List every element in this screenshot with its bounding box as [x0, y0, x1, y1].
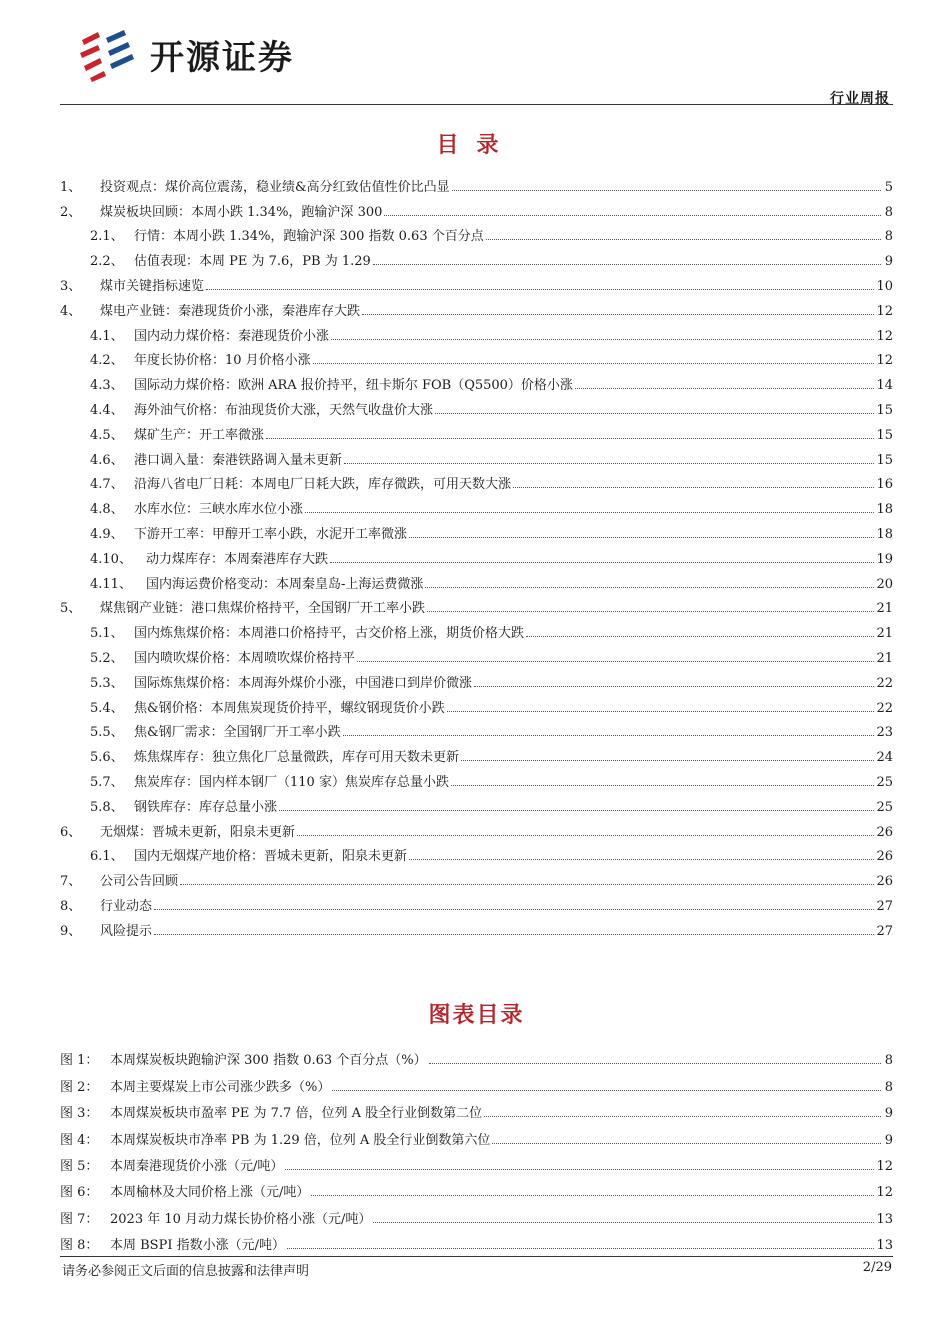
entry-page-number[interactable]: 10 — [876, 278, 893, 294]
entry-number: 9、 — [60, 923, 82, 939]
dot-leader — [344, 463, 874, 464]
entry-title[interactable]: 国际炼焦煤价格：本周海外煤价小涨，中国港口到岸价微涨 — [134, 675, 473, 691]
dot-leader — [435, 413, 874, 414]
entry-page-number[interactable]: 12 — [876, 1158, 893, 1174]
entry-page-number[interactable]: 13 — [876, 1238, 893, 1254]
entry-page-number[interactable]: 27 — [876, 898, 893, 914]
figure-entry[interactable] — [60, 1227, 893, 1253]
toc-entry[interactable] — [60, 443, 893, 468]
dot-leader — [427, 611, 874, 612]
toc-list — [60, 170, 893, 939]
entry-title[interactable]: 公司公告回顾 — [100, 874, 179, 890]
entry-title[interactable]: 本周榆林及大同价格上涨（元/吨） — [110, 1185, 310, 1201]
toc-entry[interactable] — [60, 740, 893, 765]
entry-number: 5.5、 — [90, 725, 124, 741]
dot-leader — [331, 339, 874, 340]
toc-entry[interactable] — [60, 691, 893, 716]
entry-title[interactable]: 国际动力煤价格：欧洲 ARA 报价持平，纽卡斯尔 FOB（Q5500）价格小涨 — [134, 378, 573, 394]
toc-entry[interactable] — [60, 418, 893, 443]
entry-title[interactable]: 港口调入量：秦港铁路调入量未更新 — [134, 452, 343, 468]
entry-title[interactable]: 本周主要煤炭上市公司涨少跌多（%） — [110, 1079, 331, 1095]
figure-entry[interactable] — [60, 1095, 893, 1121]
dot-leader — [373, 264, 881, 265]
dot-leader — [297, 835, 874, 836]
toc-entry[interactable] — [60, 368, 893, 393]
entry-page-number[interactable]: 21 — [876, 626, 893, 642]
entry-number: 5、 — [60, 601, 82, 617]
entry-page-number[interactable]: 27 — [876, 923, 893, 939]
toc-entry[interactable] — [60, 840, 893, 865]
entry-number: 6、 — [60, 824, 82, 840]
entry-title[interactable]: 下游开工率：甲醇开工率小跌，水泥开工率微涨 — [134, 526, 408, 542]
entry-number: 4.5、 — [90, 427, 124, 443]
entry-title[interactable]: 国内无烟煤产地价格：晋城未更新，阳泉未更新 — [134, 849, 408, 865]
entry-number: 5.4、 — [90, 700, 124, 716]
entry-title[interactable]: 水库水位：三峡水库水位小涨 — [134, 502, 304, 518]
entry-page-number[interactable]: 8 — [884, 204, 893, 220]
dot-leader — [484, 1116, 881, 1117]
entry-number: 图 3： — [60, 1106, 99, 1122]
entry-title[interactable]: 煤电产业链：秦港现货价小涨，秦港库存大跌 — [100, 303, 361, 319]
entry-number: 6.1、 — [90, 849, 124, 865]
entry-page-number[interactable]: 12 — [876, 353, 893, 369]
entry-number: 4.10、 — [90, 551, 132, 567]
entry-number: 2.1、 — [90, 229, 124, 245]
dot-leader — [154, 934, 874, 935]
toc-entry[interactable] — [60, 592, 893, 617]
toc-entry[interactable] — [60, 195, 893, 220]
toc-entry[interactable] — [60, 492, 893, 517]
entry-number: 4.3、 — [90, 378, 124, 394]
entry-title[interactable]: 焦&钢价格：本周焦炭现货价持平，螺纹钢现货价小跌 — [134, 700, 445, 716]
dot-leader — [409, 537, 874, 538]
entry-page-number[interactable]: 21 — [876, 601, 893, 617]
entry-page-number[interactable]: 15 — [876, 402, 893, 418]
entry-number: 5.1、 — [90, 626, 124, 642]
entry-title[interactable]: 国内炼焦煤价格：本周港口价格持平，古交价格上涨，期货价格大跌 — [134, 626, 525, 642]
entry-page-number[interactable]: 18 — [876, 502, 893, 518]
figure-list-title: 图表目录 — [428, 1003, 525, 1028]
toc-entry[interactable] — [60, 790, 893, 815]
entry-page-number[interactable]: 26 — [876, 849, 893, 865]
entry-number: 图 6： — [60, 1185, 99, 1201]
entry-title[interactable]: 行情：本周小跌 1.34%，跑输沪深 300 指数 0.63 个百分点 — [134, 229, 484, 245]
toc-entry[interactable] — [60, 914, 893, 939]
toc-entry[interactable] — [60, 641, 893, 666]
dot-leader — [575, 388, 875, 389]
entry-title[interactable]: 钢铁库存：库存总量小涨 — [134, 799, 278, 815]
entry-title[interactable]: 动力煤库存：本周秦港库存大跌 — [146, 551, 329, 567]
entry-page-number[interactable]: 8 — [884, 1079, 893, 1095]
figure-entry[interactable] — [60, 1068, 893, 1094]
entry-page-number[interactable]: 24 — [876, 750, 893, 766]
entry-title[interactable]: 焦&钢厂需求：全国钢厂开工率小跌 — [134, 725, 341, 741]
toc-entry[interactable] — [60, 517, 893, 542]
entry-number: 3、 — [60, 278, 82, 294]
dot-leader — [451, 785, 875, 786]
dot-leader — [452, 190, 881, 191]
entry-number: 图 5： — [60, 1158, 99, 1174]
toc-entry[interactable] — [60, 244, 893, 269]
entry-number: 4.11、 — [90, 576, 132, 592]
toc-entry[interactable] — [60, 666, 893, 691]
header-divider — [60, 104, 893, 105]
toc-entry[interactable] — [60, 567, 893, 592]
entry-number: 4.2、 — [90, 353, 124, 369]
entry-title[interactable]: 煤炭板块回顾：本周小跌 1.34%，跑输沪深 300 — [100, 204, 383, 220]
entry-page-number[interactable]: 12 — [876, 303, 893, 319]
dot-leader — [279, 810, 874, 811]
entry-number: 1、 — [60, 179, 82, 195]
entry-title[interactable]: 本周 BSPI 指数小涨（元/吨） — [110, 1238, 285, 1254]
entry-title[interactable]: 焦炭库存：国内样本钢厂（110 家）焦炭库存总量小跌 — [134, 774, 449, 790]
dot-leader — [287, 1248, 874, 1249]
dot-leader — [425, 587, 874, 588]
entry-title[interactable]: 年度长协价格：10 月价格小涨 — [134, 353, 311, 369]
toc-entry[interactable] — [60, 220, 893, 245]
entry-page-number[interactable]: 20 — [876, 576, 893, 592]
entry-title[interactable]: 沿海八省电厂日耗：本周电厂日耗大跌，库存微跌，可用天数大涨 — [134, 477, 512, 493]
entry-page-number[interactable]: 19 — [876, 551, 893, 567]
entry-number: 5.8、 — [90, 799, 124, 815]
dot-leader — [305, 512, 874, 513]
dot-leader — [384, 215, 881, 216]
toc-entry[interactable] — [60, 468, 893, 493]
entry-page-number[interactable]: 9 — [884, 1106, 893, 1122]
entry-page-number[interactable]: 12 — [876, 328, 893, 344]
toc-entry[interactable] — [60, 765, 893, 790]
entry-title[interactable]: 国内海运费价格变动：本周秦皇岛-上海运费微涨 — [146, 576, 424, 592]
entry-number: 4.7、 — [90, 477, 124, 493]
entry-number: 4.4、 — [90, 402, 124, 418]
entry-title[interactable]: 本周煤炭板块市盈率 PE 为 7.7 倍，位列 A 股全行业倒数第二位 — [110, 1106, 483, 1122]
entry-title[interactable]: 行业动态 — [100, 898, 153, 914]
kaiyuan-logo-icon — [78, 26, 138, 82]
entry-title[interactable]: 国内动力煤价格：秦港现货价小涨 — [134, 328, 330, 344]
dot-leader — [373, 1222, 874, 1223]
entry-page-number[interactable]: 12 — [876, 1185, 893, 1201]
dot-leader — [474, 686, 874, 687]
entry-number: 5.7、 — [90, 774, 124, 790]
entry-title[interactable]: 本周煤炭板块跑输沪深 300 指数 0.63 个百分点（%） — [110, 1053, 427, 1069]
dot-leader — [362, 314, 874, 315]
dot-leader — [447, 711, 875, 712]
entry-number: 5.6、 — [90, 750, 124, 766]
figure-list — [60, 1042, 893, 1253]
entry-page-number[interactable]: 22 — [876, 675, 893, 691]
dot-leader — [513, 487, 874, 488]
page-header — [60, 20, 890, 106]
figure-entry[interactable] — [60, 1042, 893, 1068]
dot-leader — [154, 909, 874, 910]
entry-number: 7、 — [60, 874, 82, 890]
entry-page-number[interactable]: 16 — [876, 477, 893, 493]
entry-title[interactable]: 2023 年 10 月动力煤长协价格小涨（元/吨） — [110, 1211, 372, 1227]
entry-number: 图 2： — [60, 1079, 99, 1095]
entry-number: 4.8、 — [90, 502, 124, 518]
entry-title[interactable]: 煤市关键指标速览 — [100, 278, 205, 294]
entry-number: 4、 — [60, 303, 82, 319]
entry-page-number[interactable]: 9 — [884, 254, 893, 270]
entry-number: 4.1、 — [90, 328, 124, 344]
entry-title[interactable]: 煤焦钢产业链：港口焦煤价格持平，全国钢厂开工率小跌 — [100, 601, 426, 617]
entry-page-number[interactable]: 14 — [876, 378, 893, 394]
toc-entry[interactable] — [60, 170, 893, 195]
figure-entry[interactable] — [60, 1121, 893, 1147]
entry-page-number[interactable]: 15 — [876, 452, 893, 468]
entry-title[interactable]: 煤矿生产：开工率微涨 — [134, 427, 265, 443]
dot-leader — [313, 363, 875, 364]
entry-title[interactable]: 国内喷吹煤价格：本周喷吹煤价格持平 — [134, 650, 356, 666]
dot-leader — [492, 1143, 881, 1144]
entry-number: 2.2、 — [90, 254, 124, 270]
entry-page-number[interactable]: 5 — [884, 179, 893, 195]
entry-number: 5.3、 — [90, 675, 124, 691]
entry-title[interactable]: 风险提示 — [100, 923, 153, 939]
toc-entry[interactable] — [60, 294, 893, 319]
entry-page-number[interactable]: 18 — [876, 526, 893, 542]
figure-entry[interactable] — [60, 1200, 893, 1226]
dot-leader — [343, 735, 875, 736]
brand-name: 开源证券 — [150, 37, 294, 78]
dot-leader — [526, 636, 874, 637]
dot-leader — [285, 1169, 874, 1170]
dot-leader — [311, 1195, 874, 1196]
toc-entry[interactable] — [60, 889, 893, 914]
dot-leader — [486, 239, 881, 240]
figure-entry[interactable] — [60, 1148, 893, 1174]
entry-number: 2、 — [60, 204, 82, 220]
entry-page-number[interactable]: 25 — [876, 799, 893, 815]
figure-entry[interactable] — [60, 1174, 893, 1200]
report-type-label: 行业周报 — [830, 91, 890, 107]
entry-page-number[interactable]: 22 — [876, 700, 893, 716]
entry-page-number[interactable]: 26 — [876, 874, 893, 890]
dot-leader — [266, 438, 874, 439]
entry-number: 图 4： — [60, 1132, 99, 1148]
page-number: 2/29 — [862, 1260, 892, 1275]
entry-title[interactable]: 海外油气价格：布油现货价大涨，天然气收盘价大涨 — [134, 402, 434, 418]
toc-entry[interactable] — [60, 542, 893, 567]
entry-number: 4.6、 — [90, 452, 124, 468]
entry-page-number[interactable]: 13 — [876, 1211, 893, 1227]
entry-page-number[interactable]: 8 — [884, 1053, 893, 1069]
dot-leader — [461, 760, 874, 761]
toc-entry[interactable] — [60, 616, 893, 641]
dot-leader — [180, 884, 874, 885]
dot-leader — [429, 1063, 881, 1064]
entry-title[interactable]: 估值表现：本周 PE 为 7.6，PB 为 1.29 — [134, 254, 371, 270]
entry-title[interactable]: 投资观点：煤价高位震荡，稳业绩&高分红致估值性价比凸显 — [100, 179, 450, 195]
entry-page-number[interactable]: 15 — [876, 427, 893, 443]
toc-entry[interactable] — [60, 864, 893, 889]
toc-entry[interactable] — [60, 393, 893, 418]
dot-leader — [357, 661, 874, 662]
entry-number: 4.9、 — [90, 526, 124, 542]
entry-number: 图 7： — [60, 1211, 99, 1227]
dot-leader — [206, 289, 874, 290]
entry-title[interactable]: 本周煤炭板块市净率 PB 为 1.29 倍，位列 A 股全行业倒数第六位 — [110, 1132, 491, 1148]
entry-title[interactable]: 炼焦煤库存：独立焦化厂总量微跌，库存可用天数未更新 — [134, 750, 460, 766]
toc-entry[interactable] — [60, 344, 893, 369]
entry-title[interactable]: 无烟煤：晋城未更新，阳泉未更新 — [100, 824, 296, 840]
toc-entry[interactable] — [60, 319, 893, 344]
toc-title: 目录 — [436, 133, 517, 158]
entry-number: 5.2、 — [90, 650, 124, 666]
toc-entry[interactable] — [60, 269, 893, 294]
dot-leader — [409, 859, 874, 860]
entry-page-number[interactable]: 25 — [876, 774, 893, 790]
footer-divider — [60, 1256, 893, 1257]
entry-page-number[interactable]: 9 — [884, 1132, 893, 1148]
brand-logo — [78, 26, 294, 82]
entry-page-number[interactable]: 26 — [876, 824, 893, 840]
entry-number: 图 8： — [60, 1238, 99, 1254]
toc-entry[interactable] — [60, 815, 893, 840]
toc-entry[interactable] — [60, 716, 893, 741]
dot-leader — [330, 562, 874, 563]
entry-number: 图 1： — [60, 1053, 99, 1069]
entry-page-number[interactable]: 21 — [876, 650, 893, 666]
entry-page-number[interactable]: 8 — [884, 229, 893, 245]
footer-disclaimer: 请务必参阅正文后面的信息披露和法律声明 — [62, 1264, 310, 1279]
dot-leader — [332, 1090, 881, 1091]
entry-title[interactable]: 本周秦港现货价小涨（元/吨） — [110, 1158, 284, 1174]
entry-page-number[interactable]: 23 — [876, 725, 893, 741]
entry-number: 8、 — [60, 898, 82, 914]
